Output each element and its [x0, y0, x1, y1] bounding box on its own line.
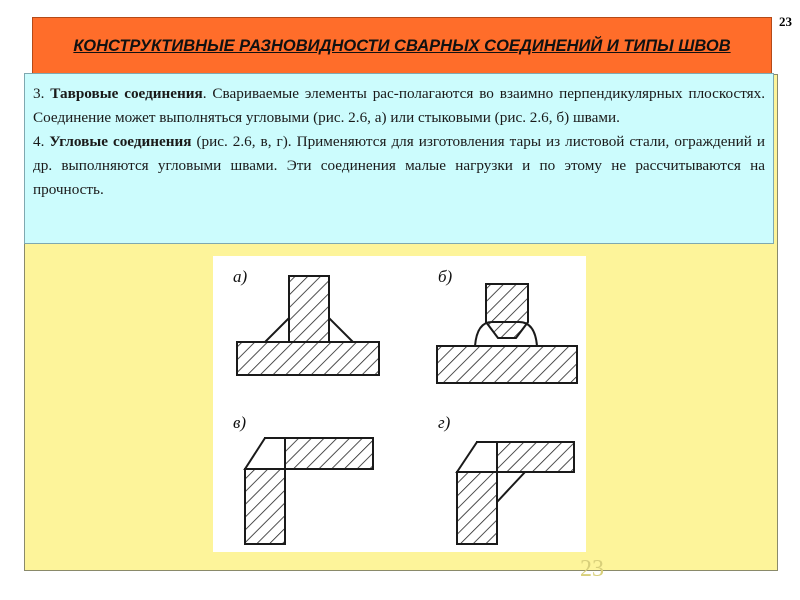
weld-figure — [213, 256, 586, 552]
weld-diagram — [213, 256, 586, 552]
corner-weld-c — [245, 438, 285, 469]
fillet-weld-right-a — [329, 318, 353, 342]
diagram-label-c: в) — [233, 413, 247, 432]
paragraph-text: (рис. 2.6, в, г). Применяются для изготовления тары из листовой стали, ограждений и др. выполняются угловыми швами. Эти соединения малые нагрузки и по этому не рассчитываются на прочность. — [33, 133, 765, 198]
base-plate-b — [437, 346, 577, 383]
diagram-c — [233, 413, 373, 544]
diagram-label-a: а) — [233, 267, 248, 286]
diagram-label-d: г) — [438, 413, 451, 432]
paragraph-number: 3. — [33, 85, 45, 102]
paragraph-heading: Тавровые соединения — [50, 85, 203, 102]
page-number: 23 — [779, 14, 792, 29]
paragraph-heading: Угловые соединения — [49, 133, 192, 150]
paragraph-corner-joints — [33, 130, 765, 202]
corner-weld-d — [457, 442, 497, 472]
text-box — [24, 73, 774, 244]
base-plate-a — [237, 342, 379, 375]
ghost-page-number: 23 — [580, 556, 604, 582]
vertical-plate-a — [289, 276, 329, 342]
vertical-plate-d — [457, 472, 497, 544]
diagram-d — [438, 413, 574, 544]
paragraph-text: . Свариваемые элементы рас-полагаются во взаимно перпендикулярных плоскостях. Соединение может выполняться угловыми (рис. 2.6, а) или стыковыми (рис. 2.6, б) швами. — [33, 85, 766, 126]
page-title: КОНСТРУКТИВНЫЕ РАЗНОВИДНОСТИ СВАРНЫХ СОЕДИНЕНИЙ И ТИПЫ ШВОВ — [73, 36, 731, 55]
fillet-weld-left-a — [265, 318, 289, 342]
vertical-plate-c — [245, 469, 285, 544]
diagram-label-b: б) — [438, 267, 453, 286]
diagram-a — [233, 267, 379, 375]
diagram-b — [437, 267, 577, 383]
vertical-plate-b — [486, 284, 528, 338]
fillet-weld-d — [497, 472, 525, 502]
paragraph-tee-joints — [33, 82, 765, 130]
title-bar — [32, 17, 772, 75]
paragraph-number: 4. — [33, 133, 45, 150]
